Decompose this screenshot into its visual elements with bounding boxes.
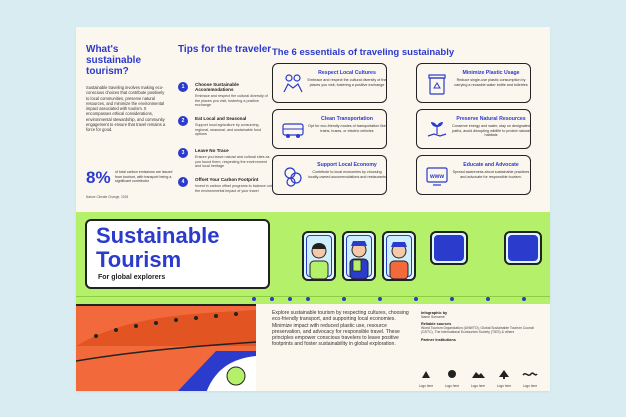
rivet	[414, 297, 418, 301]
train-nose-panel	[76, 304, 256, 391]
sun-logo-icon	[440, 369, 464, 379]
train-window	[382, 231, 416, 281]
bus-icon	[281, 118, 305, 142]
rivet	[450, 297, 454, 301]
essential-card	[272, 155, 387, 195]
rivet	[486, 297, 490, 301]
essential-title: Support Local Economy	[317, 162, 377, 168]
train-window	[302, 231, 336, 281]
recycle-bin-icon	[425, 72, 449, 96]
intro-section	[86, 44, 166, 133]
tips-section	[178, 44, 273, 193]
stat-value: 8%	[86, 168, 111, 187]
wave-logo-icon	[518, 369, 542, 379]
band-divider	[76, 296, 550, 297]
train-window	[430, 231, 468, 265]
tip-number: 2	[178, 116, 188, 126]
train-window	[342, 231, 376, 281]
tip-desc: Embrace and respect the cultural diversity of the places you visit, fostering a positive exchange	[195, 94, 268, 108]
credits	[421, 311, 541, 342]
essential-desc: Spread awareness about sustainable practices and advocate for responsible tourism.	[452, 170, 530, 179]
essential-card	[272, 109, 387, 149]
sources-label: Reliable sources	[421, 322, 452, 327]
sources-text: World Tourism Organization (UNWTO), Global Sustainable Tourism Council (GSTC), The International Ecotourism Society (TIES) & others	[421, 326, 534, 335]
tip-title: Offset Your Carbon Footprint	[195, 177, 259, 182]
tip-number: 4	[178, 177, 188, 187]
credits-label: Infographic by	[421, 311, 448, 315]
tip-title: Choose Sustainable Accommodations	[195, 82, 239, 93]
plant-hand-icon	[425, 118, 449, 142]
essentials-title: The 6 essentials of traveling sustainably	[272, 47, 455, 58]
tip-title: Leave No Trace	[195, 148, 229, 153]
main-subtitle: For global explorers	[98, 274, 166, 281]
tip-desc: Invest in carbon offset programs to balance out the environmental impact of your travel	[195, 184, 272, 193]
credits-name: Name Surname	[421, 315, 445, 319]
tip-desc: Support local agriculture by consuming regional, seasonal, and sustainable food options	[195, 123, 262, 137]
tip-desc: Ensure you leave natural and cultural sites as you found them, respecting the environment and local heritage	[195, 155, 270, 169]
tip-title: Eat Local and Seasonal	[195, 116, 247, 121]
partner-logo: Logo here	[414, 366, 438, 388]
essential-title: Respect Local Cultures	[318, 70, 376, 76]
coins-icon	[281, 164, 305, 188]
intro-body: Sustainable traveling involves making eco-conscious choices that contribute positively to local communities, preserve natural resources, and minimize the environmental impact associated with tourism. It encompasses ethical considerations, environmental stewardship, and community engagement to ensure that travel remains a force for good.	[86, 85, 166, 133]
mountain-logo-icon	[466, 369, 490, 379]
essential-title: Minimize Plastic Usage	[462, 70, 520, 76]
rivet	[378, 297, 382, 301]
lower-section	[76, 304, 550, 391]
partner-logo: Logo here	[518, 366, 542, 388]
infographic-sheet	[76, 27, 550, 391]
essential-title: Preserve Natural Resources	[456, 116, 526, 122]
tip-number: 1	[178, 82, 188, 92]
essential-card	[416, 109, 531, 149]
stat-source: Nature Climate Change, 2018	[86, 195, 129, 199]
essential-desc: Conserve energy and water, stay on designated paths, avoid disrupting wildlife to protect natural habitats	[451, 124, 531, 138]
leaf-logo-icon	[414, 369, 438, 379]
institutions-label: Partner Institutions	[421, 337, 456, 342]
stat-text: of total carbon emissions are issued from tourism, with transport being a significant contributor	[115, 170, 173, 184]
tip-number: 3	[178, 148, 188, 158]
people-hands-icon	[281, 72, 305, 96]
traveler-figure-icon	[382, 231, 416, 281]
partner-logo: Logo here	[466, 366, 490, 388]
rivet	[252, 297, 256, 301]
partner-logo: Logo here	[492, 366, 516, 388]
main-title: Sustainable Tourism	[96, 223, 220, 272]
train-nose-illustration	[76, 306, 256, 391]
traveler-figure-icon	[342, 231, 376, 281]
traveler-figure-icon	[302, 231, 336, 281]
intro-title: What's sustainable tourism?	[86, 44, 142, 77]
essential-desc: Embrace and respect the cultural diversity of the places you visit, fostering a positive exchange	[307, 78, 387, 87]
carbon-stat	[86, 166, 176, 190]
essential-card	[416, 155, 531, 195]
rivet	[306, 297, 310, 301]
svg-text:www: www	[429, 174, 445, 180]
summary-text: Explore sustainable tourism by respecting cultures, choosing eco-friendly transport, and supporting local economies. Minimize impact with reduced plastic use, resource preservation, and advocacy for responsible travel. These principles empower conscious travelers to leave positive footprints and foster sustainability in global exploration.	[272, 310, 409, 348]
rivet	[288, 297, 292, 301]
partner-logos	[414, 366, 546, 386]
essential-card	[272, 63, 387, 103]
train-band	[76, 212, 550, 304]
essential-desc: Contribute to local economies by choosing locally-owned accommodations and restaurants	[308, 170, 386, 179]
rivet	[522, 297, 526, 301]
essential-desc: Reduce single-use plastic consumption by carrying a reusable water bottle and toiletries	[454, 78, 528, 87]
rivet	[342, 297, 346, 301]
partner-logo: Logo here	[440, 366, 464, 388]
tips-title: Tips for the traveler	[178, 44, 272, 55]
train-window	[504, 231, 542, 265]
essential-card	[416, 63, 531, 103]
essential-title: Educate and Advocate	[463, 162, 519, 168]
rivet	[270, 297, 274, 301]
essential-desc: Opt for eco-friendly modes of transportation like trains, buses, or electric vehicles	[308, 124, 386, 133]
web-globe-icon	[425, 164, 449, 188]
essential-title: Clean Transportation	[321, 116, 373, 122]
title-banner	[85, 219, 270, 289]
tree-logo-icon	[492, 369, 516, 379]
